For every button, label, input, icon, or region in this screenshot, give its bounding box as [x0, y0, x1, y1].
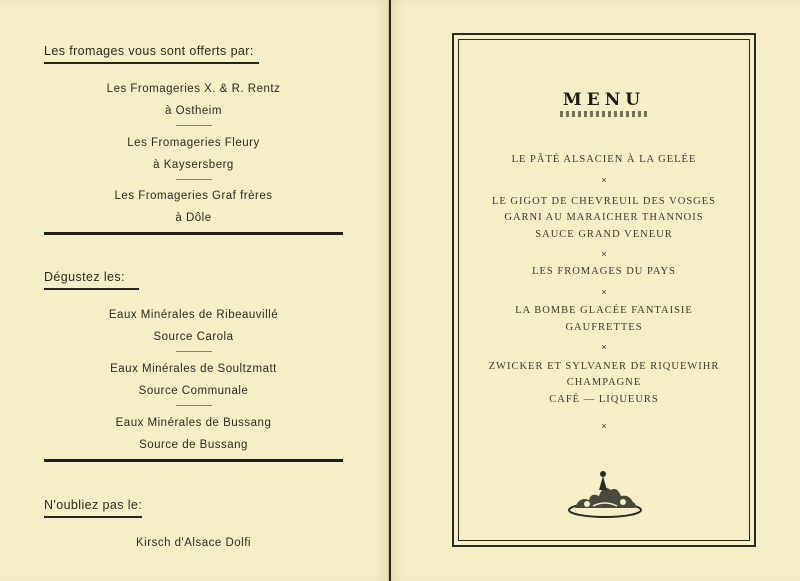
menu-line: GAUFRETTES — [565, 322, 643, 333]
section-divider — [44, 232, 343, 235]
water-source-3: Eaux Minérales de Bussang Source de Bussang — [115, 417, 272, 451]
cheese-supplier-1: Les Fromageries X. & R. Rentz à Ostheim — [106, 83, 281, 117]
menu-separator-icon: × — [601, 175, 607, 185]
water-heading: Dégustez les: — [44, 270, 125, 284]
separator — [176, 179, 212, 180]
menu-line: GARNI AU MARAICHER THANNOIS — [504, 212, 704, 223]
menu-line: CAFÉ — LIQUEURS — [549, 394, 659, 405]
food-platter-icon — [565, 466, 645, 520]
cheese-supplier-3: Les Fromageries Graf frères à Dôle — [114, 190, 273, 224]
kirsch-item: Kirsch d'Alsace Dolfi — [136, 537, 251, 549]
menu-line: CHAMPAGNE — [566, 377, 642, 388]
water-source-2: Eaux Minérales de Soultzmatt Source Communale — [110, 363, 277, 397]
separator — [176, 125, 212, 126]
separator — [176, 351, 212, 352]
cheese-supplier-2: Les Fromageries Fleury à Kaysersberg — [127, 137, 260, 171]
cheese-heading-underline — [44, 62, 259, 64]
menu-title: MENU — [562, 90, 646, 110]
menu-line: LE GIGOT DE CHEVREUIL DES VOSGES — [491, 196, 716, 207]
water-source-1: Eaux Minérales de Ribeauvillé Source Carola — [108, 309, 279, 343]
menu-line: LE PÂTÉ ALSACIEN À LA GELÉE — [511, 154, 697, 165]
menu-line: SAUCE GRAND VENEUR — [535, 229, 673, 240]
menu-line: LA BOMBE GLACÉE FANTAISIE — [515, 305, 693, 316]
separator — [176, 405, 212, 406]
menu-separator-icon: × — [601, 249, 607, 259]
cheese-heading: Les fromages vous sont offerts par: — [44, 44, 254, 58]
menu-separator-icon: × — [601, 342, 607, 352]
menu-separator-icon: × — [601, 421, 607, 431]
menu-line: LES FROMAGES DU PAYS — [532, 266, 676, 277]
menu-separator-icon: × — [601, 287, 607, 297]
water-heading-underline — [44, 288, 139, 290]
kirsch-heading: N'oubliez pas le: — [44, 498, 143, 512]
section-divider — [44, 459, 343, 462]
title-ornament — [560, 111, 648, 117]
menu-line: ZWICKER ET SYLVANER DE RIQUEWIHR — [488, 361, 720, 372]
kirsch-heading-underline — [44, 516, 142, 518]
